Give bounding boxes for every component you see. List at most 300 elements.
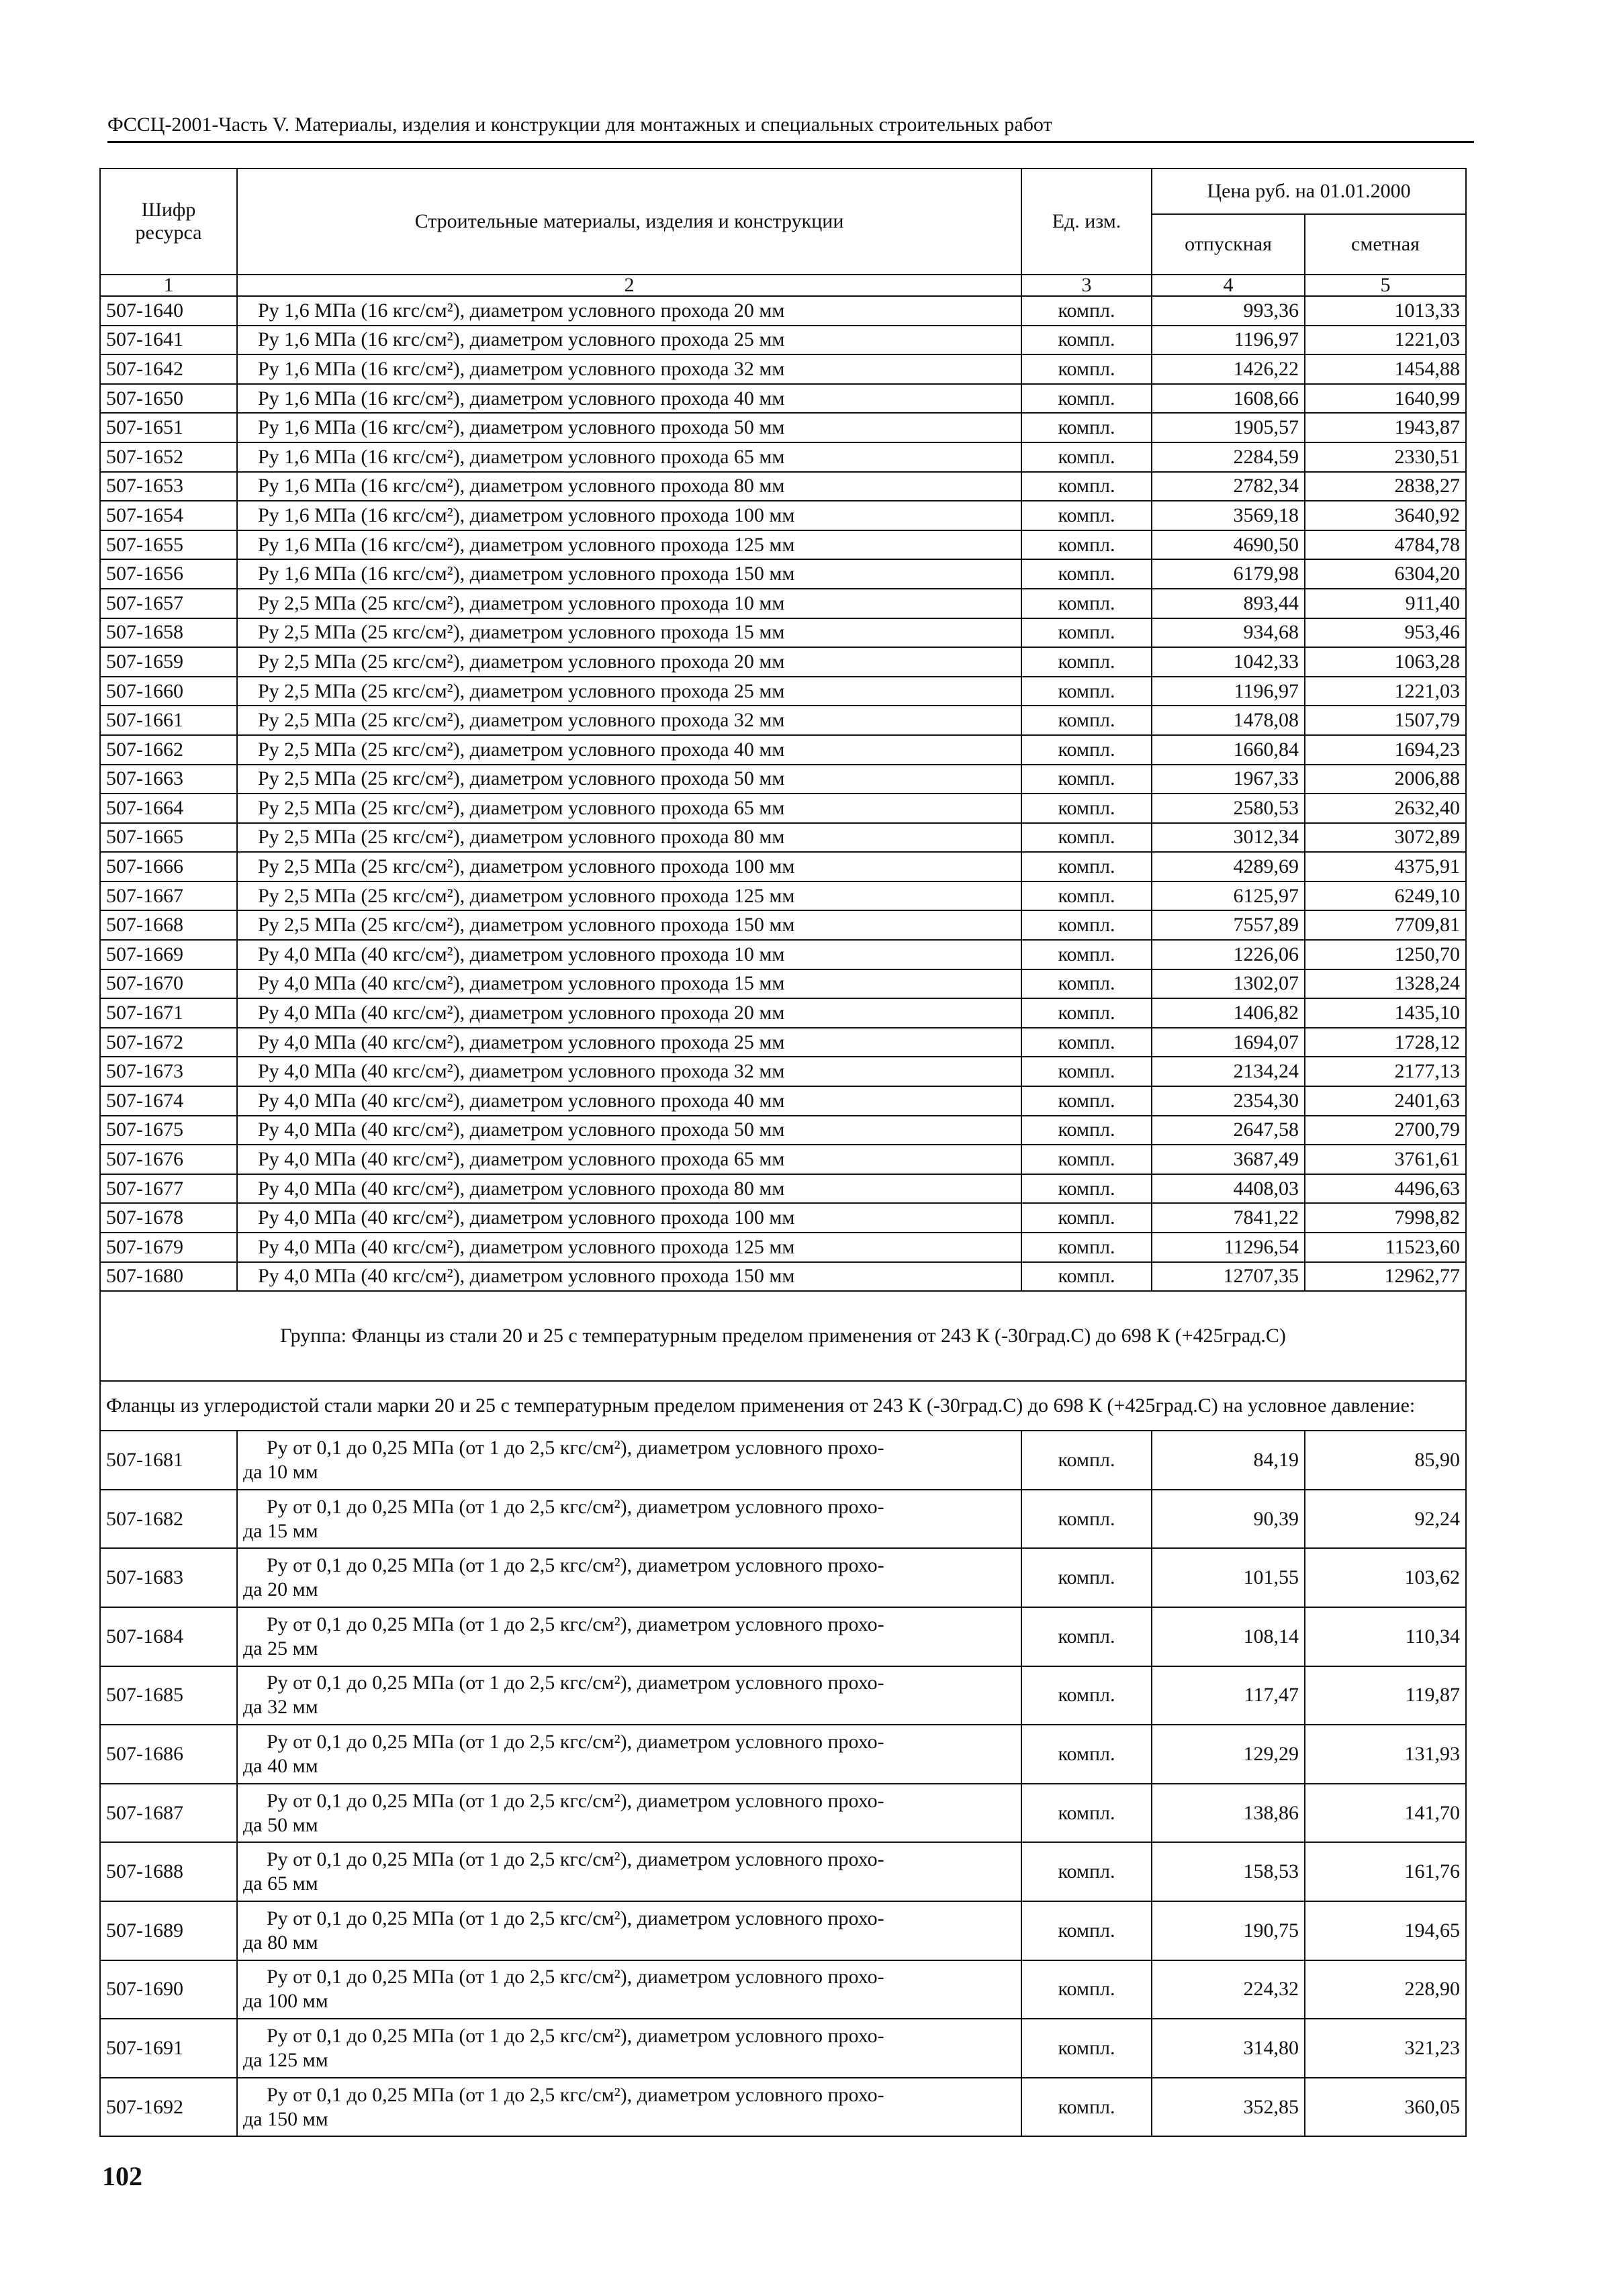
estimate-price: 103,62 — [1305, 1548, 1466, 1607]
resource-code: 507-1683 — [100, 1548, 237, 1607]
unit-cell: компл. — [1021, 940, 1152, 969]
table-row — [100, 1842, 1466, 1901]
estimate-price: 131,93 — [1305, 1725, 1466, 1784]
material-name: Ру 2,5 МПа (25 кгс/см²), диаметром условного прохода 80 мм — [237, 823, 1021, 853]
table-row — [100, 1901, 1466, 1960]
resource-code: 507-1666 — [100, 852, 237, 881]
estimate-price: 110,34 — [1305, 1607, 1466, 1666]
resource-code: 507-1686 — [100, 1725, 237, 1784]
resource-code: 507-1680 — [100, 1262, 237, 1292]
resource-code: 507-1687 — [100, 1784, 237, 1843]
release-price: 1905,57 — [1152, 413, 1305, 442]
estimate-price: 12962,77 — [1305, 1262, 1466, 1292]
table-row — [100, 677, 1466, 706]
table-row — [100, 910, 1466, 940]
material-name: Ру 4,0 МПа (40 кгс/см²), диаметром условного прохода 15 мм — [237, 969, 1021, 999]
unit-cell: компл. — [1021, 1842, 1152, 1901]
unit-cell: компл. — [1021, 1203, 1152, 1233]
estimate-price: 1435,10 — [1305, 998, 1466, 1028]
unit-cell: компл. — [1021, 296, 1152, 326]
estimate-price: 953,46 — [1305, 618, 1466, 648]
table-row — [100, 1116, 1466, 1145]
unit-cell: компл. — [1021, 618, 1152, 648]
col-header-release: отпускная — [1152, 214, 1305, 275]
col-header-unit: Ед. изм. — [1021, 169, 1152, 275]
release-price: 108,14 — [1152, 1607, 1305, 1666]
estimate-price: 1221,03 — [1305, 677, 1466, 706]
material-name — [237, 1431, 1021, 1490]
unit-cell: компл. — [1021, 1262, 1152, 1292]
table-row — [100, 998, 1466, 1028]
release-price: 1967,33 — [1152, 765, 1305, 794]
estimate-price: 11523,60 — [1305, 1233, 1466, 1262]
table-row — [100, 1233, 1466, 1262]
resource-code: 507-1652 — [100, 442, 237, 472]
header-rule — [107, 141, 1474, 143]
release-price: 11296,54 — [1152, 1233, 1305, 1262]
material-name-line: да 15 мм — [243, 1519, 318, 1542]
table-row — [100, 794, 1466, 823]
estimate-price: 1221,03 — [1305, 326, 1466, 355]
unit-cell: компл. — [1021, 384, 1152, 414]
estimate-price: 6249,10 — [1305, 881, 1466, 911]
unit-cell: компл. — [1021, 589, 1152, 618]
material-name-line: да 10 мм — [243, 1460, 318, 1483]
material-name: Ру 2,5 МПа (25 кгс/см²), диаметром условного прохода 100 мм — [237, 852, 1021, 881]
unit-cell: компл. — [1021, 1116, 1152, 1145]
unit-cell: компл. — [1021, 2019, 1152, 2078]
resource-code: 507-1654 — [100, 501, 237, 530]
material-name — [237, 2078, 1021, 2137]
unit-cell: компл. — [1021, 735, 1152, 765]
table-row — [100, 296, 1466, 326]
material-name-line: Ру от 0,1 до 0,25 МПа (от 1 до 2,5 кгс/см²), диаметром условного прохо- — [267, 1613, 884, 1635]
material-name-line: да 25 мм — [243, 1637, 318, 1660]
release-price: 1608,66 — [1152, 384, 1305, 414]
table-row — [100, 384, 1466, 414]
price-table — [99, 168, 1467, 2137]
estimate-price: 1640,99 — [1305, 384, 1466, 414]
material-name: Ру 4,0 МПа (40 кгс/см²), диаметром условного прохода 32 мм — [237, 1057, 1021, 1086]
resource-code: 507-1662 — [100, 735, 237, 765]
table-row — [100, 1203, 1466, 1233]
unit-cell: компл. — [1021, 354, 1152, 384]
material-name: Ру 1,6 МПа (16 кгс/см²), диаметром условного прохода 25 мм — [237, 326, 1021, 355]
material-name-line: Ру от 0,1 до 0,25 МПа (от 1 до 2,5 кгс/см²), диаметром условного прохо- — [267, 1436, 884, 1459]
resource-code: 507-1653 — [100, 472, 237, 501]
release-price: 138,86 — [1152, 1784, 1305, 1843]
estimate-price: 3761,61 — [1305, 1145, 1466, 1174]
resource-code: 507-1676 — [100, 1145, 237, 1174]
table-row — [100, 823, 1466, 853]
release-price: 2284,59 — [1152, 442, 1305, 472]
col-number: 2 — [237, 275, 1021, 296]
unit-cell: компл. — [1021, 413, 1152, 442]
material-name-line: Ру от 0,1 до 0,25 МПа (от 1 до 2,5 кгс/см²), диаметром условного прохо- — [267, 1672, 884, 1694]
release-price: 7557,89 — [1152, 910, 1305, 940]
material-name-line: Ру от 0,1 до 0,25 МПа (от 1 до 2,5 кгс/см²), диаметром условного прохо- — [267, 1554, 884, 1577]
unit-cell: компл. — [1021, 1960, 1152, 2019]
unit-cell: компл. — [1021, 1490, 1152, 1549]
unit-cell: компл. — [1021, 1666, 1152, 1725]
release-price: 1196,97 — [1152, 677, 1305, 706]
estimate-price: 1454,88 — [1305, 354, 1466, 384]
estimate-price: 141,70 — [1305, 1784, 1466, 1843]
unit-cell: компл. — [1021, 1145, 1152, 1174]
unit-cell: компл. — [1021, 1607, 1152, 1666]
material-name-line: да 65 мм — [243, 1872, 318, 1895]
table-row — [100, 1174, 1466, 1204]
unit-cell: компл. — [1021, 472, 1152, 501]
resource-code: 507-1657 — [100, 589, 237, 618]
material-name: Ру 1,6 МПа (16 кгс/см²), диаметром условного прохода 40 мм — [237, 384, 1021, 414]
resource-code: 507-1679 — [100, 1233, 237, 1262]
estimate-price: 321,23 — [1305, 2019, 1466, 2078]
material-name: Ру 4,0 МПа (40 кгс/см²), диаметром условного прохода 40 мм — [237, 1086, 1021, 1116]
release-price: 129,29 — [1152, 1725, 1305, 1784]
table-row — [100, 1145, 1466, 1174]
table-row — [100, 1548, 1466, 1607]
estimate-price: 119,87 — [1305, 1666, 1466, 1725]
table-row — [100, 1666, 1466, 1725]
material-name: Ру 4,0 МПа (40 кгс/см²), диаметром условного прохода 65 мм — [237, 1145, 1021, 1174]
table-row — [100, 530, 1466, 560]
table-row — [100, 442, 1466, 472]
col-header-estimate: сметная — [1305, 214, 1466, 275]
material-name-line: да 100 мм — [243, 1990, 328, 2013]
resource-code: 507-1670 — [100, 969, 237, 999]
estimate-price: 1013,33 — [1305, 296, 1466, 326]
estimate-price: 194,65 — [1305, 1901, 1466, 1960]
table-row — [100, 1784, 1466, 1843]
resource-code: 507-1672 — [100, 1028, 237, 1057]
material-name: Ру 4,0 МПа (40 кгс/см²), диаметром условного прохода 10 мм — [237, 940, 1021, 969]
table-row — [100, 1057, 1466, 1086]
release-price: 6179,98 — [1152, 559, 1305, 589]
material-name: Ру 1,6 МПа (16 кгс/см²), диаметром условного прохода 50 мм — [237, 413, 1021, 442]
release-price: 1660,84 — [1152, 735, 1305, 765]
resource-code: 507-1663 — [100, 765, 237, 794]
unit-cell: компл. — [1021, 647, 1152, 677]
unit-cell: компл. — [1021, 530, 1152, 560]
estimate-price: 1943,87 — [1305, 413, 1466, 442]
table-row — [100, 413, 1466, 442]
resource-code: 507-1650 — [100, 384, 237, 414]
unit-cell: компл. — [1021, 559, 1152, 589]
resource-code: 507-1677 — [100, 1174, 237, 1204]
estimate-price: 7998,82 — [1305, 1203, 1466, 1233]
unit-cell: компл. — [1021, 1233, 1152, 1262]
material-name — [237, 1842, 1021, 1901]
release-price: 4289,69 — [1152, 852, 1305, 881]
table-row — [100, 1607, 1466, 1666]
estimate-price: 3640,92 — [1305, 501, 1466, 530]
material-name — [237, 1725, 1021, 1784]
estimate-price: 1328,24 — [1305, 969, 1466, 999]
material-name-line: Ру от 0,1 до 0,25 МПа (от 1 до 2,5 кгс/см²), диаметром условного прохо- — [267, 1730, 884, 1753]
material-name: Ру 1,6 МПа (16 кгс/см²), диаметром условного прохода 32 мм — [237, 354, 1021, 384]
resource-code: 507-1682 — [100, 1490, 237, 1549]
release-price: 1426,22 — [1152, 354, 1305, 384]
unit-cell: компл. — [1021, 677, 1152, 706]
estimate-price: 2838,27 — [1305, 472, 1466, 501]
resource-code: 507-1651 — [100, 413, 237, 442]
release-price: 1694,07 — [1152, 1028, 1305, 1057]
unit-cell: компл. — [1021, 442, 1152, 472]
material-name: Ру 4,0 МПа (40 кгс/см²), диаметром условного прохода 50 мм — [237, 1116, 1021, 1145]
table-row — [100, 1028, 1466, 1057]
resource-code: 507-1689 — [100, 1901, 237, 1960]
release-price: 158,53 — [1152, 1842, 1305, 1901]
material-name: Ру 2,5 МПа (25 кгс/см²), диаметром условного прохода 150 мм — [237, 910, 1021, 940]
release-price: 1478,08 — [1152, 706, 1305, 735]
resource-code: 507-1656 — [100, 559, 237, 589]
table-row — [100, 501, 1466, 530]
estimate-price: 4784,78 — [1305, 530, 1466, 560]
material-name: Ру 1,6 МПа (16 кгс/см²), диаметром условного прохода 125 мм — [237, 530, 1021, 560]
release-price: 893,44 — [1152, 589, 1305, 618]
material-name: Ру 2,5 МПа (25 кгс/см²), диаметром условного прохода 32 мм — [237, 706, 1021, 735]
resource-code: 507-1655 — [100, 530, 237, 560]
release-price: 3012,34 — [1152, 823, 1305, 853]
material-name: Ру 2,5 МПа (25 кгс/см²), диаметром условного прохода 25 мм — [237, 677, 1021, 706]
material-name: Ру 4,0 МПа (40 кгс/см²), диаметром условного прохода 80 мм — [237, 1174, 1021, 1204]
resource-code: 507-1690 — [100, 1960, 237, 2019]
material-name — [237, 1666, 1021, 1725]
resource-code: 507-1681 — [100, 1431, 237, 1490]
release-price: 7841,22 — [1152, 1203, 1305, 1233]
resource-code: 507-1675 — [100, 1116, 237, 1145]
col-header-price: Цена руб. на 01.01.2000 — [1152, 169, 1466, 214]
estimate-price: 6304,20 — [1305, 559, 1466, 589]
material-name: Ру 4,0 МПа (40 кгс/см²), диаметром условного прохода 150 мм — [237, 1262, 1021, 1292]
release-price: 1226,06 — [1152, 940, 1305, 969]
resource-code: 507-1660 — [100, 677, 237, 706]
unit-cell: компл. — [1021, 969, 1152, 999]
rows2-body — [100, 1431, 1466, 2136]
unit-cell: компл. — [1021, 852, 1152, 881]
resource-code: 507-1668 — [100, 910, 237, 940]
table-row — [100, 1262, 1466, 1292]
table-row — [100, 1490, 1466, 1549]
table-row — [100, 647, 1466, 677]
material-name: Ру 2,5 МПа (25 кгс/см²), диаметром условного прохода 10 мм — [237, 589, 1021, 618]
material-name: Ру 2,5 МПа (25 кгс/см²), диаметром условного прохода 65 мм — [237, 794, 1021, 823]
material-name-line: да 125 мм — [243, 2048, 328, 2071]
table-row — [100, 1431, 1466, 1490]
table-row — [100, 354, 1466, 384]
material-name: Ру 2,5 МПа (25 кгс/см²), диаметром условного прохода 15 мм — [237, 618, 1021, 648]
resource-code: 507-1640 — [100, 296, 237, 326]
material-name — [237, 1548, 1021, 1607]
unit-cell: компл. — [1021, 1784, 1152, 1843]
running-head: ФССЦ-2001-Часть V. Материалы, изделия и конструкции для монтажных и специальных строительных работ — [107, 113, 1052, 136]
group-title: Группа: Фланцы из стали 20 и 25 с температурным пределом применения от 243 К (-30град.С) до 698 К (+425град.С) — [100, 1291, 1466, 1381]
material-name-line: Ру от 0,1 до 0,25 МПа (от 1 до 2,5 кгс/см²), диаметром условного прохо- — [267, 1907, 884, 1929]
release-price: 90,39 — [1152, 1490, 1305, 1549]
material-name-line: да 150 мм — [243, 2107, 328, 2130]
unit-cell: компл. — [1021, 765, 1152, 794]
unit-cell: компл. — [1021, 910, 1152, 940]
table-row — [100, 852, 1466, 881]
resource-code: 507-1642 — [100, 354, 237, 384]
resource-code: 507-1674 — [100, 1086, 237, 1116]
material-name: Ру 4,0 МПа (40 кгс/см²), диаметром условного прохода 20 мм — [237, 998, 1021, 1028]
estimate-price: 2177,13 — [1305, 1057, 1466, 1086]
table-row — [100, 765, 1466, 794]
material-name-line: Ру от 0,1 до 0,25 МПа (от 1 до 2,5 кгс/см²), диаметром условного прохо- — [267, 1848, 884, 1871]
unit-cell: компл. — [1021, 1057, 1152, 1086]
resource-code: 507-1658 — [100, 618, 237, 648]
table-row — [100, 2078, 1466, 2137]
material-name: Ру 2,5 МПа (25 кгс/см²), диаметром условного прохода 20 мм — [237, 647, 1021, 677]
unit-cell: компл. — [1021, 881, 1152, 911]
unit-cell: компл. — [1021, 326, 1152, 355]
table-row — [100, 559, 1466, 589]
table-row — [100, 472, 1466, 501]
resource-code: 507-1678 — [100, 1203, 237, 1233]
release-price: 84,19 — [1152, 1431, 1305, 1490]
material-name-line: Ру от 0,1 до 0,25 МПа (от 1 до 2,5 кгс/см²), диаметром условного прохо- — [267, 1789, 884, 1812]
rows-body — [100, 296, 1466, 1291]
table-row — [100, 969, 1466, 999]
material-name — [237, 1901, 1021, 1960]
release-price: 12707,35 — [1152, 1262, 1305, 1292]
estimate-price: 2632,40 — [1305, 794, 1466, 823]
release-price: 934,68 — [1152, 618, 1305, 648]
unit-cell: компл. — [1021, 1901, 1152, 1960]
table-row — [100, 706, 1466, 735]
col-number: 3 — [1021, 275, 1152, 296]
col-number: 5 — [1305, 275, 1466, 296]
estimate-price: 228,90 — [1305, 1960, 1466, 2019]
release-price: 224,32 — [1152, 1960, 1305, 2019]
unit-cell: компл. — [1021, 706, 1152, 735]
material-name: Ру 2,5 МПа (25 кгс/см²), диаметром условного прохода 50 мм — [237, 765, 1021, 794]
estimate-price: 7709,81 — [1305, 910, 1466, 940]
estimate-price: 360,05 — [1305, 2078, 1466, 2137]
unit-cell: компл. — [1021, 2078, 1152, 2137]
release-price: 1042,33 — [1152, 647, 1305, 677]
material-name: Ру 4,0 МПа (40 кгс/см²), диаметром условного прохода 100 мм — [237, 1203, 1021, 1233]
material-name-line: да 80 мм — [243, 1931, 318, 1954]
release-price: 2647,58 — [1152, 1116, 1305, 1145]
estimate-price: 1507,79 — [1305, 706, 1466, 735]
material-name-line: Ру от 0,1 до 0,25 МПа (от 1 до 2,5 кгс/см²), диаметром условного прохо- — [267, 1966, 884, 1989]
table-row — [100, 326, 1466, 355]
release-price: 2782,34 — [1152, 472, 1305, 501]
material-name: Ру 1,6 МПа (16 кгс/см²), диаметром условного прохода 65 мм — [237, 442, 1021, 472]
release-price: 1406,82 — [1152, 998, 1305, 1028]
release-price: 993,36 — [1152, 296, 1305, 326]
table-row — [100, 589, 1466, 618]
estimate-price: 161,76 — [1305, 1842, 1466, 1901]
release-price: 314,80 — [1152, 2019, 1305, 2078]
estimate-price: 3072,89 — [1305, 823, 1466, 853]
table-row — [100, 735, 1466, 765]
material-name: Ру 2,5 МПа (25 кгс/см²), диаметром условного прохода 125 мм — [237, 881, 1021, 911]
material-name-line: Ру от 0,1 до 0,25 МПа (от 1 до 2,5 кгс/см²), диаметром условного прохо- — [267, 2024, 884, 2047]
estimate-price: 1250,70 — [1305, 940, 1466, 969]
release-price: 3687,49 — [1152, 1145, 1305, 1174]
release-price: 352,85 — [1152, 2078, 1305, 2137]
estimate-price: 2401,63 — [1305, 1086, 1466, 1116]
resource-code: 507-1665 — [100, 823, 237, 853]
resource-code: 507-1671 — [100, 998, 237, 1028]
estimate-price: 1063,28 — [1305, 647, 1466, 677]
estimate-price: 4496,63 — [1305, 1174, 1466, 1204]
material-name: Ру 1,6 МПа (16 кгс/см²), диаметром условного прохода 80 мм — [237, 472, 1021, 501]
material-name-line: да 40 мм — [243, 1754, 318, 1777]
resource-code: 507-1684 — [100, 1607, 237, 1666]
material-name: Ру 1,6 МПа (16 кгс/см²), диаметром условного прохода 150 мм — [237, 559, 1021, 589]
resource-code: 507-1692 — [100, 2078, 237, 2137]
release-price: 1196,97 — [1152, 326, 1305, 355]
resource-code: 507-1667 — [100, 881, 237, 911]
material-name: Ру 4,0 МПа (40 кгс/см²), диаметром условного прохода 125 мм — [237, 1233, 1021, 1262]
material-name — [237, 1960, 1021, 2019]
material-name — [237, 1607, 1021, 1666]
unit-cell: компл. — [1021, 501, 1152, 530]
estimate-price: 85,90 — [1305, 1431, 1466, 1490]
col-number: 1 — [100, 275, 237, 296]
release-price: 3569,18 — [1152, 501, 1305, 530]
release-price: 6125,97 — [1152, 881, 1305, 911]
page-number: 102 — [102, 2161, 142, 2191]
resource-code: 507-1641 — [100, 326, 237, 355]
material-name: Ру 4,0 МПа (40 кгс/см²), диаметром условного прохода 25 мм — [237, 1028, 1021, 1057]
unit-cell: компл. — [1021, 823, 1152, 853]
estimate-price: 911,40 — [1305, 589, 1466, 618]
table-row — [100, 618, 1466, 648]
estimate-price: 2006,88 — [1305, 765, 1466, 794]
table-row — [100, 2019, 1466, 2078]
unit-cell: компл. — [1021, 1725, 1152, 1784]
unit-cell: компл. — [1021, 794, 1152, 823]
material-name — [237, 2019, 1021, 2078]
release-price: 4408,03 — [1152, 1174, 1305, 1204]
release-price: 101,55 — [1152, 1548, 1305, 1607]
estimate-price: 2700,79 — [1305, 1116, 1466, 1145]
material-name — [237, 1490, 1021, 1549]
table-row — [100, 1960, 1466, 2019]
material-name: Ру 1,6 МПа (16 кгс/см²), диаметром условного прохода 100 мм — [237, 501, 1021, 530]
col-number: 4 — [1152, 275, 1305, 296]
unit-cell: компл. — [1021, 1086, 1152, 1116]
material-name-line: да 50 мм — [243, 1813, 318, 1836]
release-price: 2580,53 — [1152, 794, 1305, 823]
col-header-code: Шифр ресурса — [100, 169, 237, 275]
group-intro: Фланцы из углеродистой стали марки 20 и 25 с температурным пределом применения от 243 К (-30град.С) до 698 К (+425град.С) на условное давление: — [100, 1381, 1466, 1431]
table-row — [100, 881, 1466, 911]
release-price: 2134,24 — [1152, 1057, 1305, 1086]
estimate-price: 2330,51 — [1305, 442, 1466, 472]
release-price: 117,47 — [1152, 1666, 1305, 1725]
material-name: Ру 2,5 МПа (25 кгс/см²), диаметром условного прохода 40 мм — [237, 735, 1021, 765]
table-row — [100, 1086, 1466, 1116]
estimate-price: 4375,91 — [1305, 852, 1466, 881]
material-name: Ру 1,6 МПа (16 кгс/см²), диаметром условного прохода 20 мм — [237, 296, 1021, 326]
resource-code: 507-1664 — [100, 794, 237, 823]
col-header-name: Строительные материалы, изделия и конструкции — [237, 169, 1021, 275]
unit-cell: компл. — [1021, 1174, 1152, 1204]
release-price: 2354,30 — [1152, 1086, 1305, 1116]
resource-code: 507-1691 — [100, 2019, 237, 2078]
estimate-price: 92,24 — [1305, 1490, 1466, 1549]
release-price: 4690,50 — [1152, 530, 1305, 560]
resource-code: 507-1661 — [100, 706, 237, 735]
release-price: 1302,07 — [1152, 969, 1305, 999]
